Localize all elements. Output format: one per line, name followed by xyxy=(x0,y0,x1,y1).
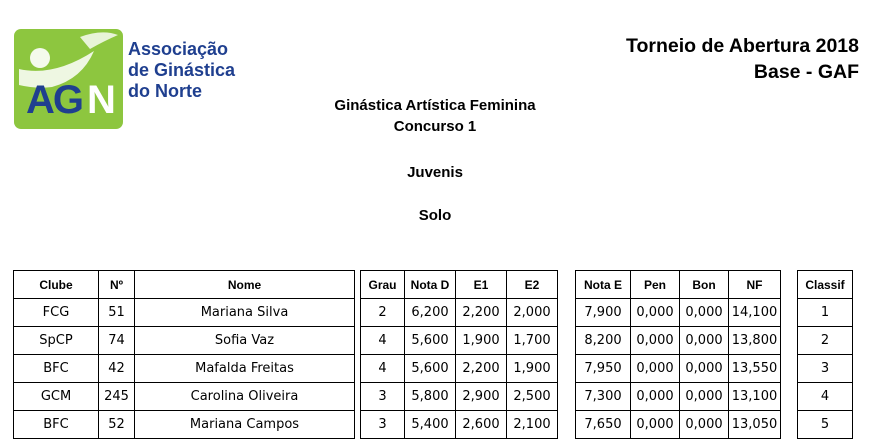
classification-table xyxy=(797,270,853,439)
cell-nota-d: 5,800 xyxy=(405,383,456,411)
header-numero: Nº xyxy=(99,271,135,299)
cell-grau: 4 xyxy=(361,327,405,355)
cell-grau: 3 xyxy=(361,411,405,439)
table-row xyxy=(576,355,781,383)
table-row xyxy=(361,327,558,355)
header-e2: E2 xyxy=(507,271,558,299)
cell-grau: 3 xyxy=(361,383,405,411)
table-row xyxy=(14,383,355,411)
cell-nota-d: 5,600 xyxy=(405,355,456,383)
cell-e1: 2,200 xyxy=(456,299,507,327)
cell-bon: 0,000 xyxy=(680,383,729,411)
cell-nf: 14,100 xyxy=(729,299,781,327)
cell-nome: Mariana Silva xyxy=(135,299,355,327)
svg-text:AG: AG xyxy=(26,78,82,122)
cell-nota-e: 7,300 xyxy=(576,383,631,411)
table-row xyxy=(14,299,355,327)
table-row xyxy=(798,355,853,383)
cell-bon: 0,000 xyxy=(680,411,729,439)
table-row xyxy=(576,383,781,411)
score-table xyxy=(575,270,781,439)
cell-numero: 51 xyxy=(99,299,135,327)
table-row xyxy=(361,383,558,411)
cell-e1: 2,600 xyxy=(456,411,507,439)
difficulty-table xyxy=(360,270,558,439)
tournament-title: Torneio de Abertura 2018 xyxy=(626,35,859,57)
tournament-subtitle: Base - GAF xyxy=(753,61,859,83)
cell-nf: 13,050 xyxy=(729,411,781,439)
cell-nome: Mariana Campos xyxy=(135,411,355,439)
table-row xyxy=(576,299,781,327)
cell-e2: 2,000 xyxy=(507,299,558,327)
cell-nome: Carolina Oliveira xyxy=(135,383,355,411)
cell-pen: 0,000 xyxy=(631,299,680,327)
association-name xyxy=(128,39,235,102)
svg-text:N: N xyxy=(87,78,116,122)
header-nf: NF xyxy=(729,271,781,299)
cell-nf: 13,100 xyxy=(729,383,781,411)
cell-nota-e: 7,900 xyxy=(576,299,631,327)
cell-nota-d: 6,200 xyxy=(405,299,456,327)
cell-numero: 42 xyxy=(99,355,135,383)
cell-e1: 2,200 xyxy=(456,355,507,383)
header-e1: E1 xyxy=(456,271,507,299)
header-pen: Pen xyxy=(631,271,680,299)
table-row xyxy=(14,411,355,439)
cell-classif: 5 xyxy=(798,411,853,439)
table-row xyxy=(576,411,781,439)
cell-classif: 1 xyxy=(798,299,853,327)
table-row xyxy=(798,327,853,355)
cell-nota-d: 5,600 xyxy=(405,327,456,355)
cell-clube: BFC xyxy=(14,355,99,383)
cell-nf: 13,800 xyxy=(729,327,781,355)
cell-numero: 74 xyxy=(99,327,135,355)
cell-grau: 4 xyxy=(361,355,405,383)
competition-category: Juvenis xyxy=(407,164,463,181)
cell-clube: GCM xyxy=(14,383,99,411)
cell-e2: 2,500 xyxy=(507,383,558,411)
association-line-1: Associação xyxy=(128,39,229,59)
header-grau: Grau xyxy=(361,271,405,299)
cell-classif: 4 xyxy=(798,383,853,411)
table-row xyxy=(361,411,558,439)
header-clube: Clube xyxy=(14,271,99,299)
table-row xyxy=(576,327,781,355)
cell-e1: 1,900 xyxy=(456,327,507,355)
cell-e1: 2,900 xyxy=(456,383,507,411)
cell-nome: Mafalda Freitas xyxy=(135,355,355,383)
cell-nf: 13,550 xyxy=(729,355,781,383)
table-row xyxy=(361,355,558,383)
header-nota-d: Nota D xyxy=(405,271,456,299)
table-row xyxy=(798,299,853,327)
cell-bon: 0,000 xyxy=(680,299,729,327)
cell-nota-e: 7,650 xyxy=(576,411,631,439)
cell-bon: 0,000 xyxy=(680,327,729,355)
cell-bon: 0,000 xyxy=(680,355,729,383)
table-row xyxy=(361,299,558,327)
cell-classif: 3 xyxy=(798,355,853,383)
cell-numero: 52 xyxy=(99,411,135,439)
cell-classif: 2 xyxy=(798,327,853,355)
tournament-header xyxy=(626,33,859,85)
cell-clube: FCG xyxy=(14,299,99,327)
cell-nome: Sofia Vaz xyxy=(135,327,355,355)
cell-pen: 0,000 xyxy=(631,327,680,355)
table-row xyxy=(798,383,853,411)
header-bon: Bon xyxy=(680,271,729,299)
cell-clube: BFC xyxy=(14,411,99,439)
header-nota-e: Nota E xyxy=(576,271,631,299)
table-row xyxy=(14,327,355,355)
competition-discipline: Ginástica Artística Feminina xyxy=(334,97,536,114)
competition-contest: Concurso 1 xyxy=(393,118,477,135)
cell-e2: 1,700 xyxy=(507,327,558,355)
agn-logo-graphic xyxy=(14,29,123,129)
association-line-2: de Ginástica xyxy=(128,60,236,80)
cell-e2: 1,900 xyxy=(507,355,558,383)
header-nome: Nome xyxy=(135,271,355,299)
competition-apparatus: Solo xyxy=(418,207,452,224)
cell-nota-d: 5,400 xyxy=(405,411,456,439)
table-row xyxy=(798,411,853,439)
cell-pen: 0,000 xyxy=(631,411,680,439)
cell-pen: 0,000 xyxy=(631,383,680,411)
agn-logo xyxy=(14,29,123,129)
cell-e2: 2,100 xyxy=(507,411,558,439)
cell-grau: 2 xyxy=(361,299,405,327)
cell-clube: SpCP xyxy=(14,327,99,355)
athlete-table xyxy=(13,270,355,439)
cell-nota-e: 8,200 xyxy=(576,327,631,355)
cell-numero: 245 xyxy=(99,383,135,411)
cell-pen: 0,000 xyxy=(631,355,680,383)
table-row xyxy=(14,355,355,383)
association-line-3: do Norte xyxy=(128,81,202,101)
cell-nota-e: 7,950 xyxy=(576,355,631,383)
header-classif: Classif xyxy=(798,271,853,299)
